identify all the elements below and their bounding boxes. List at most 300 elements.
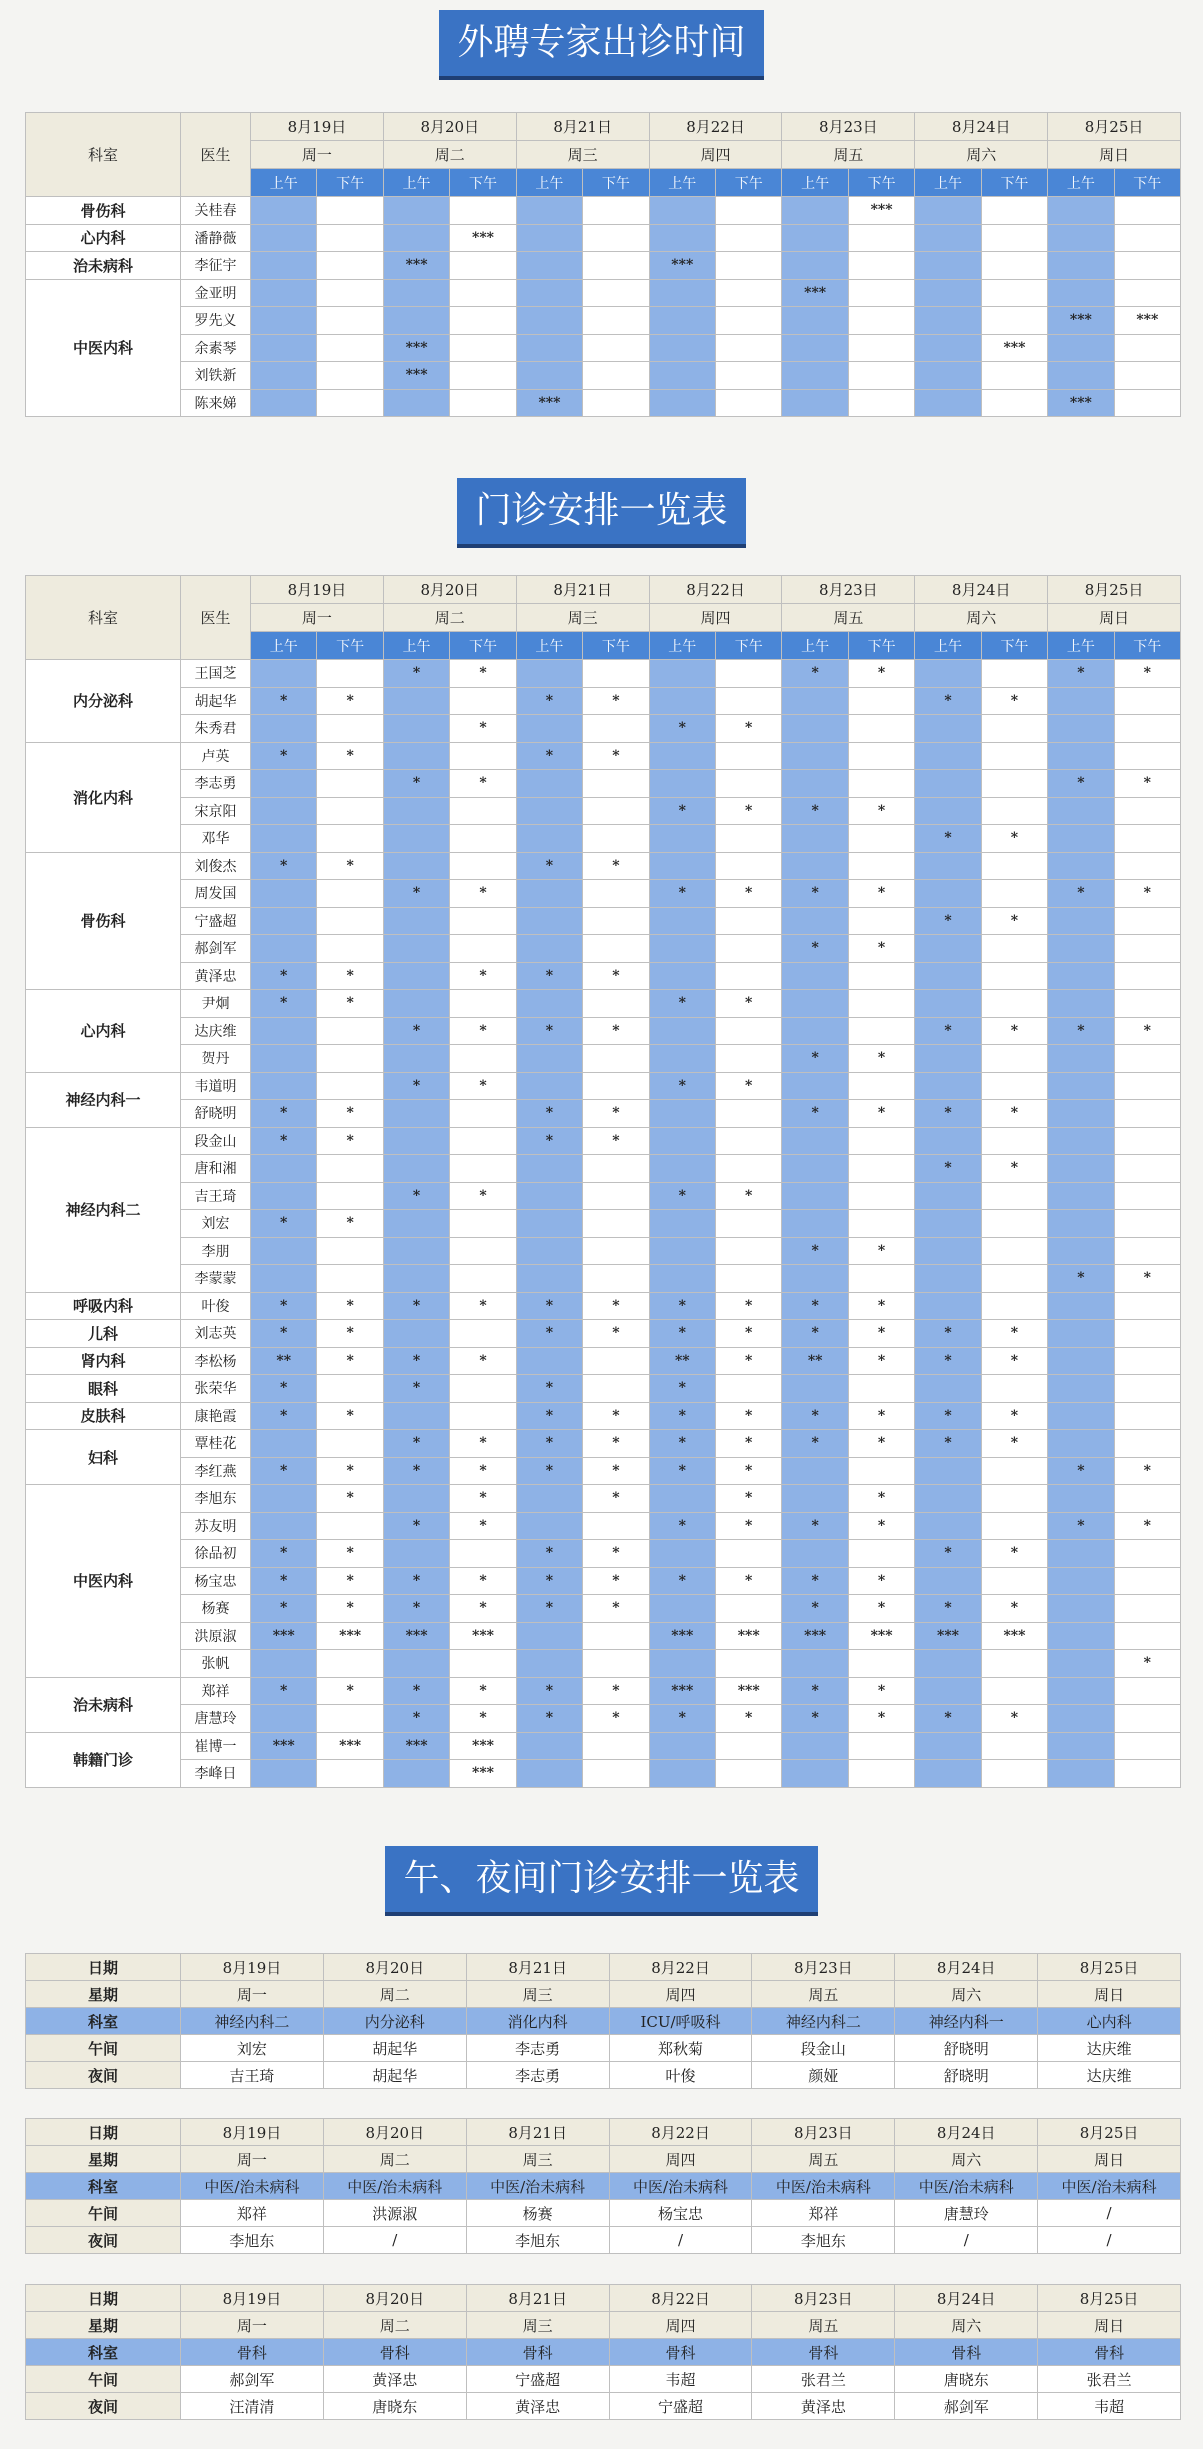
slot-cell: *** [915, 1622, 981, 1650]
slot-cell [981, 935, 1047, 963]
external-experts-table [25, 112, 1181, 417]
slot-cell [1048, 907, 1114, 935]
slot-cell: * [649, 1430, 715, 1458]
slot-cell [782, 389, 848, 417]
slot-cell [716, 1650, 782, 1678]
slot-cell [915, 1457, 981, 1485]
dept-cell: 儿科 [26, 1320, 181, 1348]
slot-cell: * [317, 687, 383, 715]
slot-cell [782, 825, 848, 853]
slot-cell [251, 770, 317, 798]
doctor-name: 李蒙蒙 [181, 1265, 251, 1293]
slot-cell: * [782, 797, 848, 825]
cell-dept: 神经内科二 [181, 2008, 324, 2035]
dept-cell: 骨伤科 [26, 197, 181, 225]
doctor-name: 舒晓明 [181, 1100, 251, 1128]
slot-cell: * [716, 1485, 782, 1513]
slot-cell [1114, 907, 1180, 935]
slot-cell [915, 1732, 981, 1760]
slot-cell: * [981, 1540, 1047, 1568]
slot-cell: * [915, 1320, 981, 1348]
doctor-name: 潘静薇 [181, 224, 251, 252]
slot-cell: * [782, 1512, 848, 1540]
slot-cell [782, 852, 848, 880]
dept-cell: 心内科 [26, 990, 181, 1073]
header-am: 上午 [516, 169, 582, 197]
slot-cell: * [251, 687, 317, 715]
slot-cell: *** [649, 1677, 715, 1705]
cell-dept: 骨科 [466, 2339, 609, 2366]
slot-cell [782, 1155, 848, 1183]
header-date: 8月19日 [251, 576, 384, 604]
night-row-dept [26, 2339, 1181, 2366]
slot-cell [583, 1622, 649, 1650]
slot-cell [251, 197, 317, 225]
cell-noon: 韦超 [609, 2366, 752, 2393]
header-weekday: 周一 [251, 604, 384, 632]
cell-dept: 消化内科 [466, 2008, 609, 2035]
slot-cell: * [1114, 660, 1180, 688]
slot-cell [583, 1375, 649, 1403]
cell-night: 黄泽忠 [752, 2393, 895, 2420]
slot-cell: * [251, 1320, 317, 1348]
cell-night: 郝剑军 [895, 2393, 1038, 2420]
slot-cell [915, 742, 981, 770]
slot-cell: * [716, 1512, 782, 1540]
header-pm: 下午 [981, 632, 1047, 660]
cell-date: 8月23日 [752, 2285, 895, 2312]
slot-cell [516, 252, 582, 280]
slot-cell: * [649, 1072, 715, 1100]
doctor-name: 杨赛 [181, 1595, 251, 1623]
slot-cell [716, 825, 782, 853]
doctor-name: 李松杨 [181, 1347, 251, 1375]
slot-cell [1048, 962, 1114, 990]
slot-cell [516, 770, 582, 798]
slot-cell [516, 1155, 582, 1183]
doctor-name: 唐慧玲 [181, 1705, 251, 1733]
slot-cell: * [383, 1017, 449, 1045]
slot-cell: * [649, 1375, 715, 1403]
slot-cell: * [251, 1402, 317, 1430]
slot-cell [450, 1265, 516, 1293]
slot-cell [383, 1650, 449, 1678]
slot-cell [383, 1155, 449, 1183]
slot-cell: * [583, 742, 649, 770]
slot-cell [981, 307, 1047, 335]
slot-cell [782, 1375, 848, 1403]
slot-cell [1048, 1072, 1114, 1100]
slot-cell [782, 1182, 848, 1210]
slot-cell: * [649, 1457, 715, 1485]
cell-night: / [1038, 2227, 1181, 2254]
table-row [26, 279, 1181, 307]
noon-night-table-2 [25, 2118, 1181, 2254]
table-row [26, 1347, 1181, 1375]
slot-cell: * [516, 1402, 582, 1430]
cell-dept: 内分泌科 [323, 2008, 466, 2035]
table-row [26, 1512, 1181, 1540]
slot-cell [915, 1182, 981, 1210]
cell-dept: 骨科 [1038, 2339, 1181, 2366]
slot-cell [649, 1237, 715, 1265]
slot-cell [1048, 852, 1114, 880]
cell-noon: 郑秋菊 [609, 2035, 752, 2062]
slot-cell: * [583, 1320, 649, 1348]
slot-cell [915, 660, 981, 688]
header-pm: 下午 [981, 169, 1047, 197]
slot-cell [317, 1072, 383, 1100]
slot-cell: * [782, 1595, 848, 1623]
slot-cell: * [1048, 1017, 1114, 1045]
slot-cell: * [716, 715, 782, 743]
table-row [26, 935, 1181, 963]
header-am: 上午 [1048, 169, 1114, 197]
slot-cell: *** [383, 252, 449, 280]
slot-cell [981, 362, 1047, 390]
slot-cell [981, 660, 1047, 688]
slot-cell [383, 797, 449, 825]
doctor-name: 尹炯 [181, 990, 251, 1018]
slot-cell: * [1114, 1265, 1180, 1293]
night-row-weekday [26, 1981, 1181, 2008]
cell-dept: 心内科 [1038, 2008, 1181, 2035]
slot-cell [1114, 742, 1180, 770]
slot-cell: * [915, 1100, 981, 1128]
slot-cell: * [583, 1567, 649, 1595]
dept-cell: 妇科 [26, 1430, 181, 1485]
slot-cell: * [583, 1485, 649, 1513]
slot-cell [383, 715, 449, 743]
slot-cell [317, 935, 383, 963]
slot-cell [383, 279, 449, 307]
doctor-name: 张帆 [181, 1650, 251, 1678]
slot-cell [516, 935, 582, 963]
cell-weekday: 周六 [895, 1981, 1038, 2008]
cell-noon: 郑祥 [181, 2200, 324, 2227]
slot-cell [317, 1430, 383, 1458]
slot-cell [317, 825, 383, 853]
table-row [26, 880, 1181, 908]
slot-cell [383, 1485, 449, 1513]
slot-cell [782, 1457, 848, 1485]
slot-cell: * [583, 1017, 649, 1045]
cell-date: 8月21日 [466, 1954, 609, 1981]
slot-cell [782, 1265, 848, 1293]
header-pm: 下午 [716, 169, 782, 197]
doctor-name: 李峰日 [181, 1760, 251, 1788]
cell-date: 8月23日 [752, 1954, 895, 1981]
slot-cell: * [516, 1677, 582, 1705]
dept-cell: 神经内科一 [26, 1072, 181, 1127]
slot-cell [649, 907, 715, 935]
slot-cell [981, 1182, 1047, 1210]
cell-weekday: 周三 [466, 2312, 609, 2339]
slot-cell: * [1048, 770, 1114, 798]
cell-night: 叶俊 [609, 2062, 752, 2089]
header-am: 上午 [383, 632, 449, 660]
dept-cell: 内分泌科 [26, 660, 181, 743]
slot-cell [383, 907, 449, 935]
table-row [26, 1320, 1181, 1348]
slot-cell [915, 389, 981, 417]
row-label-noon: 午间 [26, 2366, 181, 2393]
header-weekday: 周四 [649, 604, 782, 632]
table-row [26, 1402, 1181, 1430]
slot-cell [450, 1650, 516, 1678]
slot-cell [317, 334, 383, 362]
title-text: 外聘专家出诊时间 [439, 10, 763, 76]
header-weekday: 周二 [383, 604, 516, 632]
doctor-name: 余素琴 [181, 334, 251, 362]
doctor-name: 洪原淑 [181, 1622, 251, 1650]
slot-cell: * [450, 1567, 516, 1595]
slot-cell [649, 935, 715, 963]
slot-cell: * [716, 1072, 782, 1100]
slot-cell: * [981, 907, 1047, 935]
slot-cell [1114, 687, 1180, 715]
slot-cell [1114, 1292, 1180, 1320]
dept-cell: 骨伤科 [26, 852, 181, 990]
slot-cell [649, 770, 715, 798]
slot-cell [848, 687, 914, 715]
cell-date: 8月24日 [895, 1954, 1038, 1981]
slot-cell: * [317, 1210, 383, 1238]
slot-cell [716, 1045, 782, 1073]
slot-cell [317, 362, 383, 390]
slot-cell: * [516, 1457, 582, 1485]
cell-date: 8月19日 [181, 1954, 324, 1981]
doctor-name: 罗先义 [181, 307, 251, 335]
cell-weekday: 周一 [181, 2312, 324, 2339]
table-row [26, 1210, 1181, 1238]
header-weekday: 周日 [1048, 604, 1181, 632]
table-row [26, 825, 1181, 853]
slot-cell [1114, 1567, 1180, 1595]
slot-cell [1114, 1210, 1180, 1238]
slot-cell [317, 197, 383, 225]
slot-cell: * [317, 1485, 383, 1513]
slot-cell [317, 797, 383, 825]
slot-cell [716, 1155, 782, 1183]
cell-dept: 中医/治未病科 [752, 2173, 895, 2200]
slot-cell [716, 279, 782, 307]
slot-cell [981, 1375, 1047, 1403]
slot-cell [1114, 389, 1180, 417]
slot-cell [981, 880, 1047, 908]
cell-date: 8月24日 [895, 2119, 1038, 2146]
slot-cell: * [317, 1127, 383, 1155]
slot-cell [516, 279, 582, 307]
cell-noon: 张君兰 [752, 2366, 895, 2393]
slot-cell: * [981, 1100, 1047, 1128]
table-row [26, 1072, 1181, 1100]
slot-cell: * [450, 1677, 516, 1705]
slot-cell: * [981, 825, 1047, 853]
slot-cell [981, 224, 1047, 252]
slot-cell [450, 279, 516, 307]
cell-date: 8月19日 [181, 2285, 324, 2312]
doctor-name: 苏友明 [181, 1512, 251, 1540]
slot-cell [583, 1210, 649, 1238]
doctor-name: 王国芝 [181, 660, 251, 688]
slot-cell: * [317, 1292, 383, 1320]
slot-cell: * [583, 1705, 649, 1733]
slot-cell [251, 224, 317, 252]
slot-cell [516, 797, 582, 825]
slot-cell [1048, 362, 1114, 390]
slot-cell [317, 1265, 383, 1293]
slot-cell: * [317, 1402, 383, 1430]
slot-cell: * [716, 990, 782, 1018]
header-pm: 下午 [848, 169, 914, 197]
row-label-weekday: 星期 [26, 2312, 181, 2339]
slot-cell [583, 1347, 649, 1375]
slot-cell [1114, 1347, 1180, 1375]
slot-cell: * [782, 1705, 848, 1733]
slot-cell [583, 935, 649, 963]
slot-cell [251, 1512, 317, 1540]
slot-cell [383, 224, 449, 252]
slot-cell: * [317, 852, 383, 880]
slot-cell [516, 224, 582, 252]
doctor-name: 刘宏 [181, 1210, 251, 1238]
cell-dept: 中医/治未病科 [1038, 2173, 1181, 2200]
slot-cell: *** [317, 1732, 383, 1760]
cell-weekday: 周五 [752, 1981, 895, 2008]
slot-cell: * [383, 880, 449, 908]
slot-cell [1114, 715, 1180, 743]
cell-date: 8月23日 [752, 2119, 895, 2146]
cell-noon: 郑祥 [752, 2200, 895, 2227]
slot-cell [450, 334, 516, 362]
slot-cell: * [383, 1512, 449, 1540]
slot-cell [915, 1127, 981, 1155]
slot-cell: * [450, 1485, 516, 1513]
slot-cell: * [450, 770, 516, 798]
slot-cell [583, 880, 649, 908]
slot-cell: * [317, 742, 383, 770]
slot-cell [1114, 1595, 1180, 1623]
dept-cell: 中医内科 [26, 279, 181, 417]
dept-cell: 眼科 [26, 1375, 181, 1403]
cell-night: 韦超 [1038, 2393, 1181, 2420]
slot-cell [649, 1485, 715, 1513]
cell-date: 8月25日 [1038, 2285, 1181, 2312]
slot-cell: * [251, 742, 317, 770]
slot-cell: * [782, 1430, 848, 1458]
slot-cell [915, 1760, 981, 1788]
slot-cell [716, 770, 782, 798]
cell-night: / [609, 2227, 752, 2254]
clinic-schedule-table [25, 575, 1181, 1788]
slot-cell [848, 252, 914, 280]
cell-noon: / [1038, 2200, 1181, 2227]
slot-cell [981, 1292, 1047, 1320]
slot-cell [1114, 1705, 1180, 1733]
night-row-night [26, 2062, 1181, 2089]
slot-cell [516, 197, 582, 225]
slot-cell: *** [716, 1677, 782, 1705]
slot-cell [649, 1732, 715, 1760]
slot-cell: * [251, 1567, 317, 1595]
row-label-night: 夜间 [26, 2393, 181, 2420]
slot-cell [583, 770, 649, 798]
slot-cell [981, 1045, 1047, 1073]
table-row [26, 197, 1181, 225]
header-pm: 下午 [450, 632, 516, 660]
slot-cell [1114, 197, 1180, 225]
slot-cell: * [848, 1237, 914, 1265]
cell-noon: 洪源淑 [323, 2200, 466, 2227]
slot-cell: * [1114, 880, 1180, 908]
cell-night: 唐晓东 [323, 2393, 466, 2420]
slot-cell [1114, 224, 1180, 252]
slot-cell [516, 1072, 582, 1100]
slot-cell: * [516, 1292, 582, 1320]
slot-cell [1114, 1677, 1180, 1705]
slot-cell: * [848, 1705, 914, 1733]
slot-cell [716, 962, 782, 990]
slot-cell [583, 1045, 649, 1073]
slot-cell: * [1114, 1017, 1180, 1045]
slot-cell [1114, 1760, 1180, 1788]
slot-cell [251, 1045, 317, 1073]
slot-cell [516, 990, 582, 1018]
slot-cell [516, 1045, 582, 1073]
slot-cell [848, 1457, 914, 1485]
slot-cell: * [649, 1705, 715, 1733]
slot-cell [383, 1320, 449, 1348]
header-am: 上午 [782, 169, 848, 197]
cell-weekday: 周六 [895, 2146, 1038, 2173]
cell-weekday: 周六 [895, 2312, 1038, 2339]
slot-cell: *** [981, 334, 1047, 362]
slot-cell [450, 990, 516, 1018]
header-date: 8月20日 [383, 113, 516, 141]
doctor-name: 李志勇 [181, 770, 251, 798]
doctor-name: 李红燕 [181, 1457, 251, 1485]
slot-cell [251, 1705, 317, 1733]
slot-cell: * [251, 1210, 317, 1238]
slot-cell [251, 1155, 317, 1183]
table-row [26, 1155, 1181, 1183]
slot-cell [1048, 1595, 1114, 1623]
doctor-name: 周发国 [181, 880, 251, 908]
slot-cell [450, 1100, 516, 1128]
slot-cell [1114, 825, 1180, 853]
slot-cell [1114, 990, 1180, 1018]
slot-cell: * [848, 1347, 914, 1375]
night-row-dept [26, 2173, 1181, 2200]
slot-cell [251, 334, 317, 362]
slot-cell [251, 1650, 317, 1678]
table-row [26, 1265, 1181, 1293]
slot-cell [1114, 1540, 1180, 1568]
slot-cell [649, 1155, 715, 1183]
slot-cell [1048, 1210, 1114, 1238]
header-am: 上午 [915, 169, 981, 197]
slot-cell [1114, 1237, 1180, 1265]
slot-cell: * [981, 1017, 1047, 1045]
slot-cell [1048, 1402, 1114, 1430]
cell-dept: 骨科 [323, 2339, 466, 2366]
slot-cell [981, 770, 1047, 798]
slot-cell [1048, 687, 1114, 715]
cell-noon: 段金山 [752, 2035, 895, 2062]
slot-cell [915, 990, 981, 1018]
table-row [26, 1622, 1181, 1650]
